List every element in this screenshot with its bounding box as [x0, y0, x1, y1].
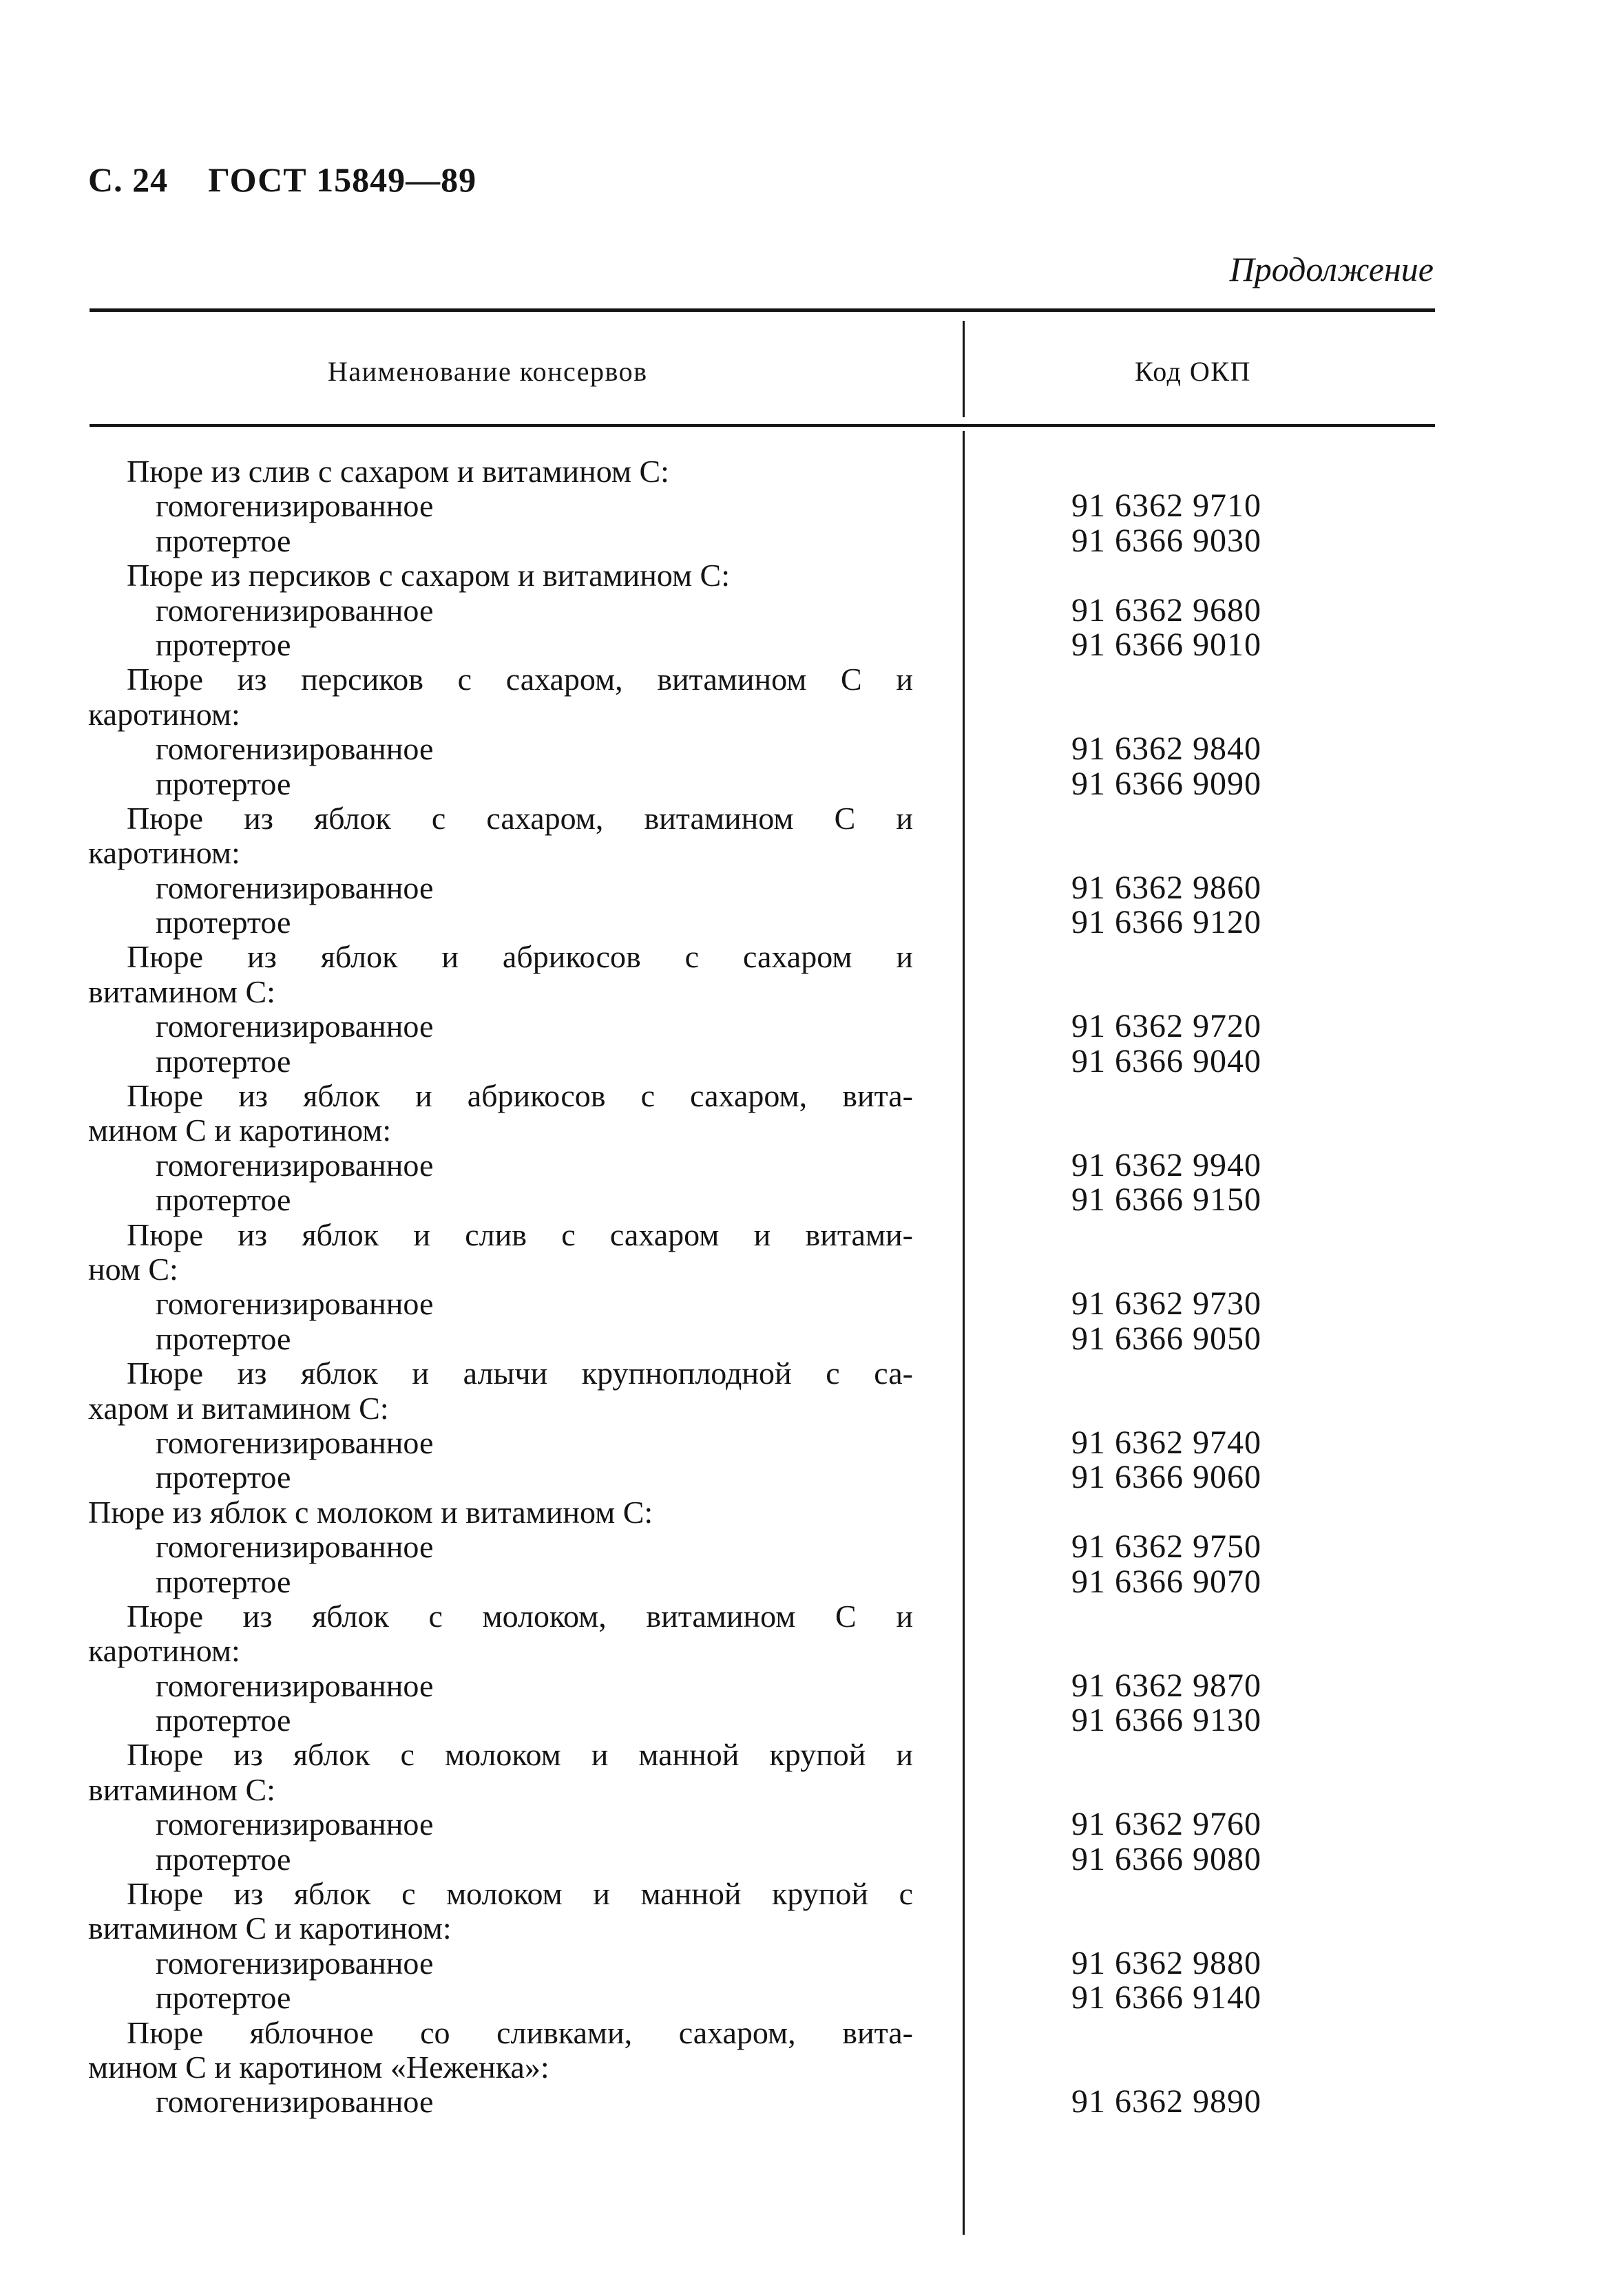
table-header-rule	[90, 424, 1435, 427]
product-name: гомогенизированное	[156, 1147, 434, 1183]
table-row	[0, 1183, 1614, 1217]
product-name: Пюре из персиков с сахаром, витамином С и	[127, 662, 913, 697]
product-name: каротином:	[88, 1633, 240, 1669]
table-row	[0, 1218, 1614, 1252]
continuation-label: Продолжение	[1229, 250, 1434, 288]
product-name: Пюре из яблок с молоком и манной крупой с	[127, 1876, 913, 1912]
table-row	[0, 628, 1614, 662]
column-header-code: Код ОКП	[1135, 356, 1251, 387]
page-header	[88, 160, 516, 200]
table-row	[0, 836, 1614, 870]
table-row	[0, 1842, 1614, 1877]
table-row	[0, 1113, 1614, 1148]
product-name: гомогенизированное	[156, 1286, 434, 1322]
okp-code: 91 6366 9030	[1071, 522, 1261, 559]
product-name: протертое	[156, 1320, 291, 1356]
table-row	[0, 1946, 1614, 1981]
okp-code: 91 6366 9130	[1071, 1702, 1261, 1739]
table-row	[0, 1148, 1614, 1183]
table-row	[0, 1044, 1614, 1079]
product-name: Пюре яблочное со сливками, сахаром, вита-	[127, 2014, 913, 2050]
table-row	[0, 1356, 1614, 1391]
okp-code: 91 6366 9120	[1071, 904, 1261, 941]
product-name: Пюре из яблок с молоком и витамином С:	[88, 1494, 653, 1530]
table-row	[0, 2016, 1614, 2050]
product-name: протертое	[156, 1703, 291, 1738]
table-row	[0, 1322, 1614, 1356]
product-name: гомогенизированное	[156, 731, 434, 767]
product-name: протертое	[156, 1563, 291, 1599]
product-name: мином С и каротином «Неженка»:	[88, 2049, 549, 2085]
table-row	[0, 1911, 1614, 1946]
okp-code: 91 6362 9860	[1071, 869, 1261, 906]
table-row	[0, 1599, 1614, 1634]
okp-code: 91 6366 9050	[1071, 1320, 1261, 1357]
table-row	[0, 1877, 1614, 1911]
standard-title: ГОСТ 15849—89	[208, 160, 477, 199]
table-row	[0, 2050, 1614, 2085]
okp-code: 91 6362 9880	[1071, 1944, 1261, 1981]
product-name: протертое	[156, 1841, 291, 1877]
product-name: Пюре из яблок и абрикосов с сахаром и	[127, 939, 913, 975]
table-row	[0, 732, 1614, 766]
product-name: гомогенизированное	[156, 592, 434, 628]
table-row	[0, 1634, 1614, 1668]
product-name: Пюре из слив с сахаром и витамином С:	[127, 454, 669, 489]
product-name: гомогенизированное	[156, 1807, 434, 1842]
okp-code: 91 6362 9680	[1071, 591, 1261, 629]
table-row	[0, 940, 1614, 974]
table-row	[0, 1079, 1614, 1113]
table-body	[0, 454, 1614, 2120]
table-row	[0, 871, 1614, 905]
table-row	[0, 767, 1614, 801]
okp-code: 91 6366 9060	[1071, 1459, 1261, 1496]
product-name: гомогенизированное	[156, 1667, 434, 1703]
table-row	[0, 1391, 1614, 1426]
table-row	[0, 697, 1614, 732]
okp-code: 91 6366 9150	[1071, 1181, 1261, 1219]
okp-code: 91 6362 9760	[1071, 1806, 1261, 1843]
product-name: протертое	[156, 626, 291, 662]
product-name: гомогенизированное	[156, 1424, 434, 1460]
product-name: ном С:	[88, 1251, 178, 1287]
product-name: Пюре из яблок и абрикосов с сахаром, вита-	[127, 1078, 913, 1114]
okp-code: 91 6366 9070	[1071, 1563, 1261, 1600]
table-row	[0, 801, 1614, 836]
table-row	[0, 1669, 1614, 1703]
product-name: Пюре из персиков с сахаром и витамином С:	[127, 558, 731, 593]
product-name: гомогенизированное	[156, 1009, 434, 1044]
okp-code: 91 6366 9010	[1071, 626, 1261, 663]
table-row	[0, 1426, 1614, 1460]
table-row	[0, 905, 1614, 940]
table-row	[0, 1460, 1614, 1495]
product-name: Пюре из яблок с молоком и манной крупой и	[127, 1737, 913, 1773]
product-name: мином С и каротином:	[88, 1113, 392, 1148]
okp-code: 91 6362 9870	[1071, 1667, 1261, 1704]
product-name: гомогенизированное	[156, 488, 434, 524]
product-name: протертое	[156, 523, 291, 558]
product-name: Пюре из яблок и алычи крупноплодной с са-	[127, 1356, 913, 1391]
table-row	[0, 1252, 1614, 1287]
table-row	[0, 1703, 1614, 1738]
table-row	[0, 1495, 1614, 1530]
table-row	[0, 2085, 1614, 2119]
table-row	[0, 975, 1614, 1009]
product-name: Пюре из яблок с молоком, витамином С и	[127, 1598, 913, 1634]
page-number: С. 24	[88, 160, 169, 199]
table-row	[0, 1773, 1614, 1807]
table-row	[0, 1287, 1614, 1321]
table-top-rule	[90, 308, 1435, 312]
column-header-name: Наименование консервов	[328, 356, 648, 387]
product-name: протертое	[156, 1182, 291, 1218]
okp-code: 91 6362 9730	[1071, 1285, 1261, 1323]
table-row	[0, 489, 1614, 523]
product-name: харом и витамином С:	[88, 1390, 389, 1426]
okp-code: 91 6362 9940	[1071, 1146, 1261, 1183]
okp-code: 91 6362 9750	[1071, 1528, 1261, 1566]
header-column-divider	[963, 321, 965, 417]
product-name: каротином:	[88, 696, 240, 732]
product-name: протертое	[156, 766, 291, 801]
table-row	[0, 558, 1614, 593]
table-row	[0, 1009, 1614, 1044]
okp-code: 91 6362 9710	[1071, 487, 1261, 525]
table-row	[0, 1738, 1614, 1772]
okp-code: 91 6362 9720	[1071, 1008, 1261, 1045]
okp-code: 91 6366 9040	[1071, 1042, 1261, 1079]
product-name: протертое	[156, 1460, 291, 1495]
table-row	[0, 1565, 1614, 1599]
okp-code: 91 6366 9080	[1071, 1840, 1261, 1877]
product-name: гомогенизированное	[156, 2084, 434, 2120]
table-row	[0, 454, 1614, 489]
okp-code: 91 6362 9840	[1071, 730, 1261, 768]
product-name: протертое	[156, 1043, 291, 1079]
product-name: гомогенизированное	[156, 870, 434, 905]
table-row	[0, 1981, 1614, 2015]
product-name: протертое	[156, 1980, 291, 2016]
product-name: гомогенизированное	[156, 1945, 434, 1981]
product-name: витамином С и каротином:	[88, 1910, 452, 1946]
table-row	[0, 662, 1614, 697]
product-name: гомогенизированное	[156, 1529, 434, 1565]
okp-code: 91 6366 9140	[1071, 1979, 1261, 2016]
product-name: Пюре из яблок с сахаром, витамином С и	[127, 800, 913, 836]
table-row	[0, 593, 1614, 628]
okp-code: 91 6366 9090	[1071, 765, 1261, 802]
okp-code: 91 6362 9890	[1071, 2083, 1261, 2120]
product-name: каротином:	[88, 835, 240, 871]
okp-code: 91 6362 9740	[1071, 1424, 1261, 1461]
product-name: протертое	[156, 905, 291, 940]
product-name: Пюре из яблок и слив с сахаром и витами-	[127, 1217, 913, 1252]
table-row	[0, 1807, 1614, 1842]
product-name: витамином С:	[88, 973, 275, 1009]
product-name: витамином С:	[88, 1771, 275, 1807]
table-row	[0, 524, 1614, 558]
table-row	[0, 1530, 1614, 1564]
